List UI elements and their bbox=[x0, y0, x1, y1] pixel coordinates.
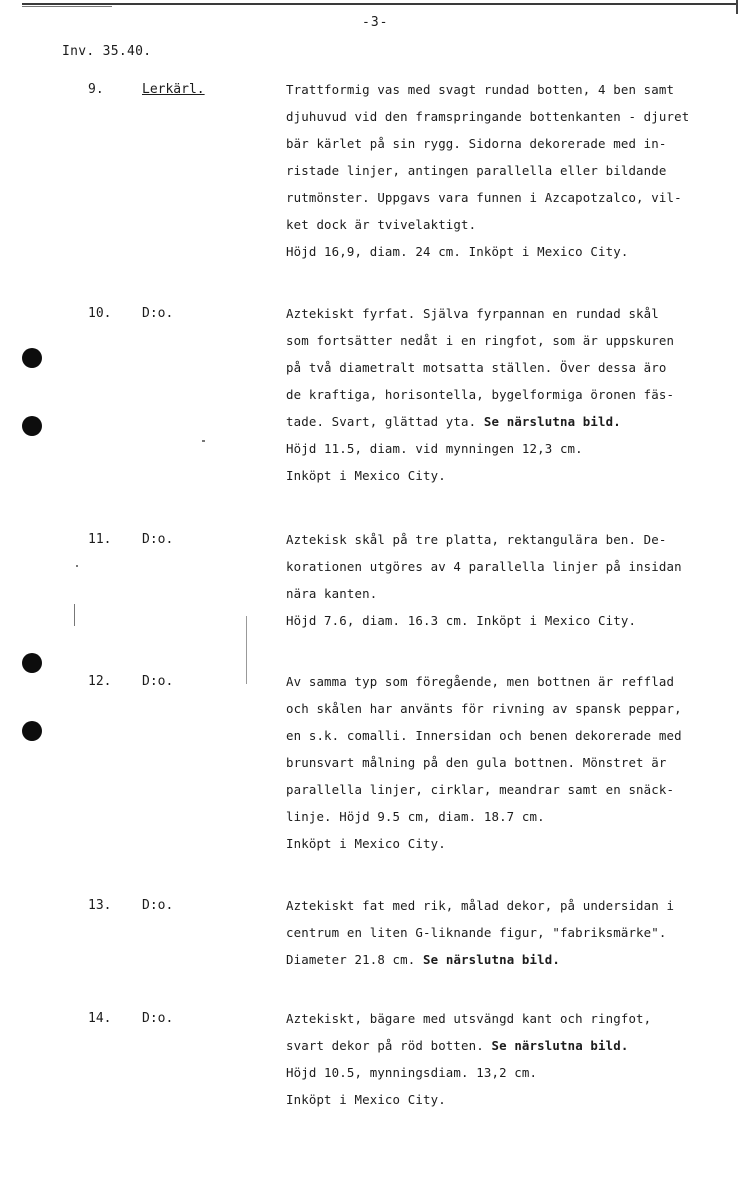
description-line: rutmönster. Uppgavs vara funnen i Azcapotzalco, vil- bbox=[286, 190, 682, 205]
image-reference: Se närslutna bild. bbox=[491, 1038, 629, 1053]
entry-description bbox=[286, 674, 748, 863]
description-line: Trattformig vas med svagt rundad botten, 4 ben samt bbox=[286, 82, 675, 97]
entry-title: D:o. bbox=[142, 898, 174, 913]
inventory-number: Inv. 35.40. bbox=[62, 44, 152, 59]
entry-title: Lerkärl. bbox=[142, 82, 205, 97]
punch-hole bbox=[22, 348, 42, 368]
description-line: som fortsätter nedåt i en ringfot, som är uppskuren bbox=[286, 333, 675, 348]
description-line: Inköpt i Mexico City. bbox=[286, 836, 446, 851]
entry-title: D:o. bbox=[142, 532, 174, 547]
punch-hole bbox=[22, 721, 42, 741]
description-line: Höjd 16,9, diam. 24 cm. Inköpt i Mexico City. bbox=[286, 244, 629, 259]
entry-number: 10. bbox=[88, 306, 112, 321]
description-line: Aztekiskt, bägare med utsvängd kant och ringfot, bbox=[286, 1011, 652, 1026]
entry-number: 12. bbox=[88, 674, 112, 689]
entry-description bbox=[286, 306, 748, 495]
entry-description bbox=[286, 1011, 748, 1119]
description-text: svart dekor på röd botten. bbox=[286, 1038, 484, 1053]
page-number: -3- bbox=[362, 15, 389, 30]
description-line: linje. Höjd 9.5 cm, diam. 18.7 cm. bbox=[286, 809, 545, 824]
description-line: centrum en liten G-liknande figur, "fabriksmärke". bbox=[286, 925, 667, 940]
scan-speck bbox=[246, 616, 247, 684]
entry-description bbox=[286, 898, 748, 979]
entry-title: D:o. bbox=[142, 1011, 174, 1026]
punch-hole bbox=[22, 416, 42, 436]
top-edge-rule bbox=[22, 3, 738, 5]
description-line bbox=[286, 952, 748, 979]
description-text: tade. Svart, glättad yta. bbox=[286, 414, 477, 429]
entry-title: D:o. bbox=[142, 306, 174, 321]
entry-title: D:o. bbox=[142, 674, 174, 689]
image-reference: Se närslutna bild. bbox=[423, 952, 560, 967]
description-line: bär kärlet på sin rygg. Sidorna dekorerade med in- bbox=[286, 136, 667, 151]
description-line: Aztekisk skål på tre platta, rektangulära ben. De- bbox=[286, 532, 667, 547]
scan-speck bbox=[202, 440, 205, 442]
description-line: Höjd 7.6, diam. 16.3 cm. Inköpt i Mexico City. bbox=[286, 613, 637, 628]
description-line: djuhuvud vid den framspringande bottenkanten - djuret bbox=[286, 109, 690, 124]
scan-speck bbox=[74, 604, 75, 626]
description-text: Diameter 21.8 cm. bbox=[286, 952, 416, 967]
description-line: på två diametralt motsatta ställen. Över dessa äro bbox=[286, 360, 667, 375]
description-line: parallella linjer, cirklar, meandrar samt en snäck- bbox=[286, 782, 675, 797]
description-line: de kraftiga, horisontella, bygelformiga öronen fäs- bbox=[286, 387, 675, 402]
description-line: nära kanten. bbox=[286, 586, 378, 601]
entry-number: 11. bbox=[88, 532, 112, 547]
description-line: Aztekiskt fat med rik, målad dekor, på undersidan i bbox=[286, 898, 675, 913]
entry-number: 9. bbox=[88, 82, 104, 97]
description-line: och skålen har använts för rivning av spansk peppar, bbox=[286, 701, 682, 716]
description-line: korationen utgöres av 4 parallella linjer på insidan bbox=[286, 559, 682, 574]
description-line: Höjd 10.5, mynningsdiam. 13,2 cm. bbox=[286, 1065, 538, 1080]
image-reference: Se närslutna bild. bbox=[483, 414, 621, 429]
description-line: Av samma typ som föregående, men bottnen är refflad bbox=[286, 674, 675, 689]
description-line bbox=[286, 1038, 748, 1065]
description-line: Höjd 11.5, diam. vid mynningen 12,3 cm. bbox=[286, 441, 583, 456]
description-line bbox=[286, 414, 748, 441]
description-line: Inköpt i Mexico City. bbox=[286, 1092, 446, 1107]
entry-number: 13. bbox=[88, 898, 112, 913]
description-line: en s.k. comalli. Innersidan och benen dekorerade med bbox=[286, 728, 682, 743]
description-line: Aztekiskt fyrfat. Själva fyrpannan en rundad skål bbox=[286, 306, 659, 321]
corner-mark bbox=[736, 0, 738, 14]
description-line: ket dock är tvivelaktigt. bbox=[286, 217, 477, 232]
description-line: Inköpt i Mexico City. bbox=[286, 468, 446, 483]
top-edge-rule-secondary bbox=[22, 6, 112, 7]
punch-hole bbox=[22, 653, 42, 673]
entry-description bbox=[286, 532, 748, 640]
description-line: brunsvart målning på den gula bottnen. Mönstret är bbox=[286, 755, 667, 770]
description-line: ristade linjer, antingen parallella eller bildande bbox=[286, 163, 667, 178]
scan-speck bbox=[76, 565, 78, 567]
entry-description bbox=[286, 82, 748, 271]
entry-number: 14. bbox=[88, 1011, 112, 1026]
